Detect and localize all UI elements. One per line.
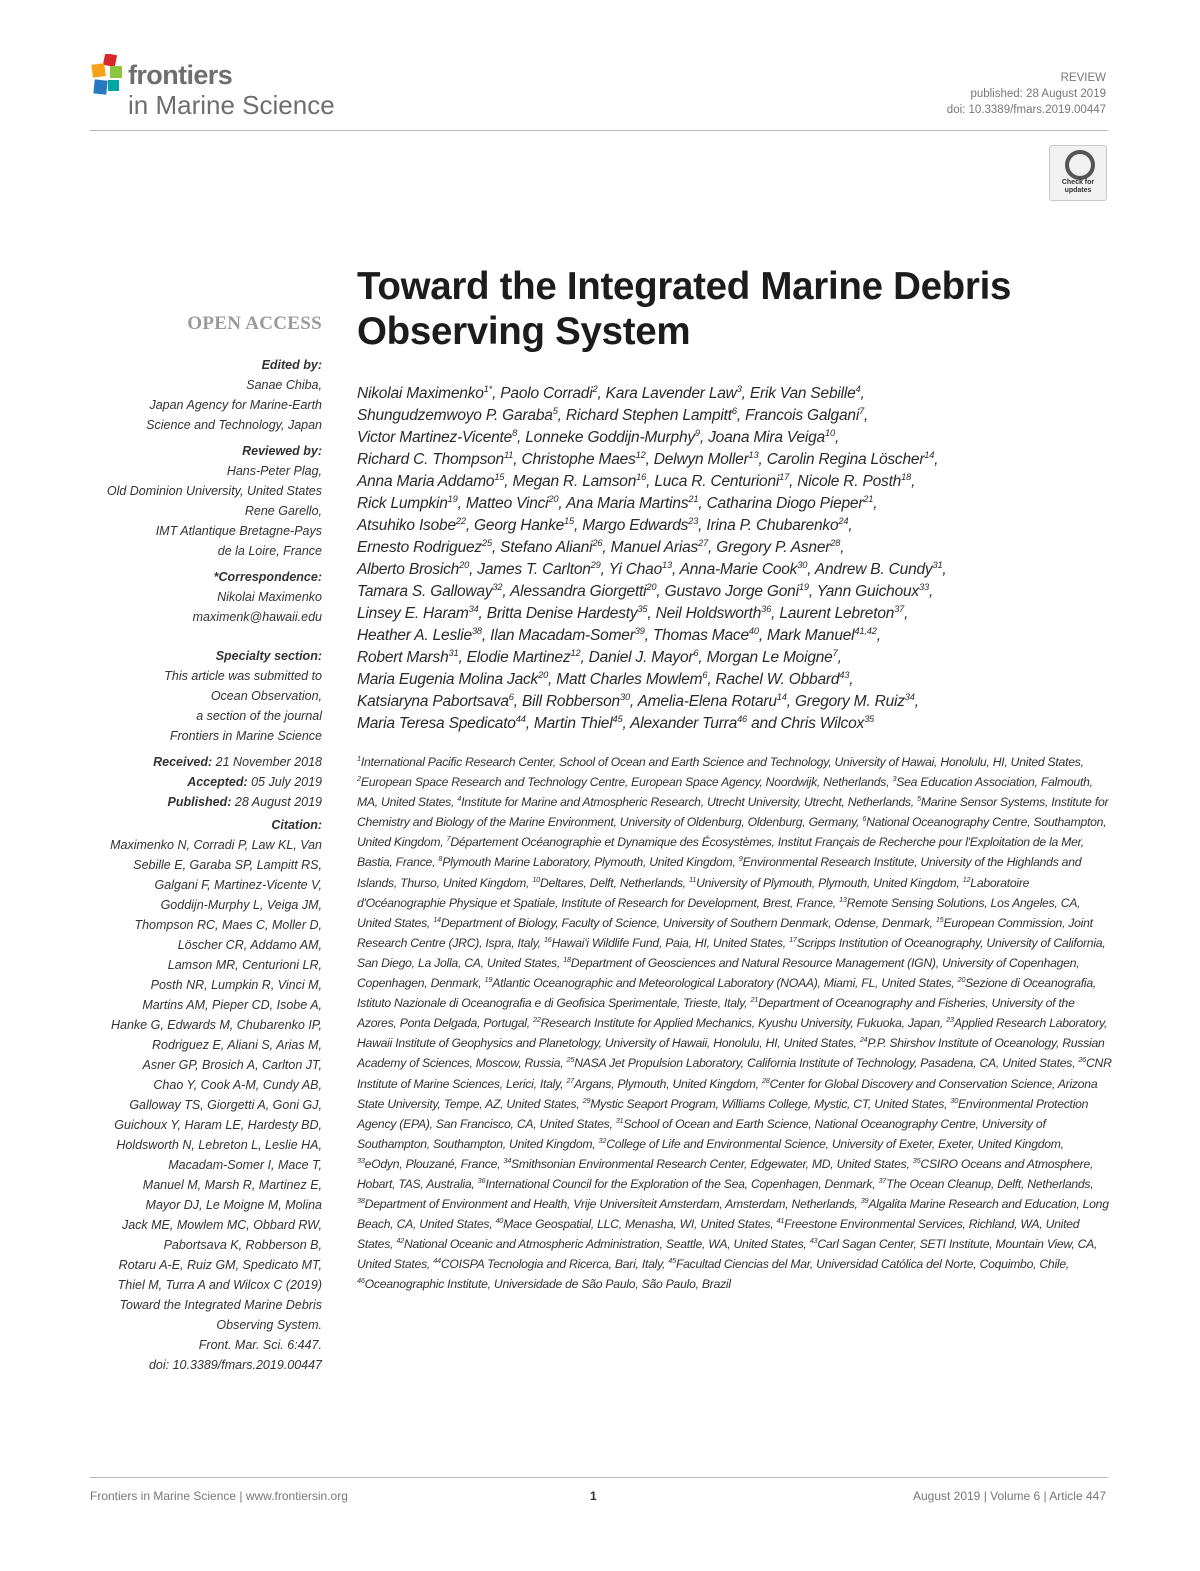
affiliation-number: 44 [433,1256,441,1266]
author-name[interactable]: Paolo Corradi [500,385,593,402]
affiliation-text: University of Plymouth, Plymouth, United Kingdom, [696,875,960,890]
affiliation-number: 42 [396,1236,404,1246]
author-name[interactable]: Anna-Marie Cook [679,561,798,578]
editor-name: Sanae Chiba, [246,378,322,392]
affiliation-number: 22 [533,1015,541,1025]
reviewer-affiliation: Old Dominion University, United States [106,484,322,498]
author-list: Nikolai Maximenko$^{1*}$, Paolo Corradi$^2$, Kara Lavender Law$^3$, Erik Van Sebille$^4$, Shungudzemwoyo P. Garaba$^5$, Richard Stephen Lampitt$^6$, Francois Galgani$^7$, Victor Martinez-Vicente$^8$, Lonneke Goddijn-Murphy$^9$, Joana Mira Veiga$^{10}$, Richard C. Thompson$^{11}$, Christophe Maes$^{12}$, Delwyn Moller$^{13}$, Carolin Regina Löscher$^{14}$, Anna Maria Addamo$^{15}$, Megan R. Lamson$^{16}$, Luca R. Centurioni$^{17}$, Nicole R. Posth$^{18}$, Rick Lumpkin$^{19}$, Matteo Vinci$^{20}$, Ana Maria Martins$^{21}$, Catharina Diogo Pieper$^{21}$, Atsuhiko Isobe$^{22}$, Georg Hanke$^{15}$, Margo Edwards$^{23}$, Irina P. Chubarenko$^{24}$, Ernesto Rodriguez$^{25}$, Stefano Aliani$^{26}$, Manuel Arias$^{27}$, Gregory P. Asner$^{28}$, Alberto Brosich$^{20}$, James T. Carlton$^{29}$, Yi Chao$^{13}$, Anna-Marie Cook$^{30}$, Andrew B. Cundy$^{31}$, Tamara S. Galloway$^{32}$, Alessandra Giorgetti$^{20}$, Gustavo Jorge Goni$^{19}$, Yann Guichoux$^{33}$, Linsey E. Haram$^{34}$, Britta Denise Hardesty$^{35}$, Neil Holdsworth$^{36}$, Laurent Lebreton$^{37}$, Heather A. Leslie$^{38}$, Ilan Macadam-Somer$^{39}$, Thomas Mace$^{40}$, Mark Manuel$^{41,42}$, Robert Marsh$^{31}$, Elodie Martinez$^{12}$, Daniel J. Mayor$^6$, Morgan Le Moigne$^7$, Maria Eugenia Molina Jack$^{20}$, Matt Charles Mowlem$^6$, Rachel W. Obbard$^{43}$, Katsiaryna Pabortsava$^6$, Bill Robberson$^{30}$, Amelia-Elena Rotaru$^{14}$, Gregory M. Ruiz$^{34}$, Maria Teresa Spedicato$^{44}$, Martin Thiel$^{45}$, Alexander Turra$^{46}$ and Chris Wilcox$^{35}$ [357,383,947,732]
affiliation-number: 34 [503,1155,512,1165]
affiliation-text: Facultad Ciencias del Mar, Universidad Católica del Norte, Coquimbo, Chile, [675,1257,1070,1272]
editor-affiliation: Japan Agency for Marine-Earth [149,398,322,412]
author-affiliation-marker: 14 [924,449,935,460]
author-name[interactable]: Maria Eugenia Molina Jack [357,671,539,688]
affiliation-number: 24 [859,1035,868,1045]
affiliation-text: Department of Geosciences and Natural Resource Management (IGN), University of Copenhagen, Copenhagen, Denmark, [357,955,1080,991]
affiliation-number: 13 [839,894,847,904]
citation-line: doi: 10.3389/fmars.2019.00447 [148,1358,322,1372]
author-name[interactable]: Katsiaryna Pabortsava [357,693,509,710]
edited-by-label: Edited by: [261,358,322,372]
author-affiliation-marker: 39 [634,625,645,636]
correspondence-label: *Correspondence: [213,570,322,584]
author-name[interactable]: Linsey E. Haram [357,605,469,622]
footer-journal-link[interactable]: Frontiers in Marine Science | www.frontiersin.org [90,1489,348,1503]
author-affiliation-marker: 24 [838,515,849,526]
reviewed-by-label: Reviewed by: [242,444,322,458]
author-name[interactable]: Gregory P. Asner [716,539,831,556]
author-affiliation-marker: 30 [619,691,630,702]
footer-divider [90,1477,1108,1478]
logo-journal-name: in Marine Science [128,90,335,120]
author-affiliation-marker: 18 [901,471,912,482]
author-affiliation-marker: 30 [797,559,808,570]
affiliation-text: P.P. Shirshov Institute of Oceanology, Russian Academy of Sciences, Moscow, Russia, [357,1036,1105,1071]
author-affiliation-marker: 32 [492,581,503,592]
affiliation-number: 1 [357,753,361,763]
author-name[interactable]: Matteo Vinci [465,495,549,512]
correspondence-email-link[interactable]: maximenk@hawaii.edu [192,610,322,624]
author-affiliation-marker: 34 [468,603,479,614]
affiliation-text: Marine Sensor Systems, Institute for Chemistry and Biology of the Marine Environment, University of Oldenburg, Oldenburg, Germany, [357,795,1109,830]
author-name[interactable]: Nikolai Maximenko [357,385,484,402]
author-name[interactable]: Manuel Arias [610,539,699,556]
citation-line: Thiel M, Turra A and Wilcox C (2019) [117,1278,322,1292]
affiliation-number: 16 [543,934,552,944]
author-affiliation-marker: 1* [483,383,493,394]
author-name[interactable]: Tamara S. Galloway [357,583,493,600]
citation-line: Rotaru A-E, Ruiz GM, Spedicato MT, [118,1258,322,1272]
author-name[interactable]: Yi Chao [608,561,663,578]
affiliation-text: Hawai'i Wildlife Fund, Paia, HI, United States, [551,935,786,950]
author-name[interactable]: Delwyn Moller [653,451,749,468]
author-name[interactable]: Britta Denise Hardesty [486,605,638,622]
specialty-line: This article was submitted to [164,669,322,683]
open-access-label: OPEN ACCESS [187,313,322,334]
author-affiliation-marker: 34 [904,691,915,702]
author-name[interactable]: Luca R. Centurioni [654,473,780,490]
author-name[interactable]: Neil Holdsworth [655,605,762,622]
published-date-sidebar: Published: 28 August 2019 [167,795,322,809]
affiliation-number: 35 [912,1155,921,1165]
article-doi[interactable]: doi: 10.3389/fmars.2019.00447 [946,104,1106,116]
author-name[interactable]: Erik Van Sebille [749,385,856,402]
affiliation-text: Argans, Plymouth, United Kingdom, [574,1076,759,1091]
affiliation-text: Environmental Protection Agency (EPA), San Francisco, CA, United States, [357,1096,1089,1131]
affiliation-text: Department of Biology, Faculty of Science, University of Southern Denmark, Odense, Denmark, [440,915,933,930]
author-name[interactable]: Maria Teresa Spedicato [357,715,516,732]
author-affiliation-marker: 4 [855,383,861,394]
specialty-line: Frontiers in Marine Science [169,729,322,743]
affiliation-text: Department of Oceanography and Fisheries, University of the Azores, Ponta Delgada, Portugal, [357,996,1075,1031]
affiliation-text: European Space Research and Technology Centre, European Space Agency, Noordwijk, Netherlands, [360,775,890,790]
author-name[interactable]: Elodie Martinez [466,649,571,666]
author-affiliation-marker: 6 [508,691,514,702]
logo-brand: frontiers [128,60,233,90]
author-name[interactable]: Alberto Brosich [357,561,460,578]
author-affiliation-marker: 5 [552,405,558,416]
affiliation-number: 36 [477,1175,486,1185]
affiliation-number: 4 [457,794,462,804]
author-affiliation-marker: 28 [830,537,841,548]
citation-line: Löscher CR, Addamo AM, [177,938,322,952]
author-name[interactable]: James T. Carlton [477,561,591,578]
author-name[interactable]: Richard C. Thompson [357,451,504,468]
author-affiliation-marker: 44 [515,713,526,724]
author-name[interactable]: Amelia-Elena Rotaru [637,693,777,710]
author-affiliation-marker: 11 [503,449,514,460]
author-name[interactable]: Stefano Aliani [500,539,593,556]
affiliation-text: Mystic Seaport Program, Williams College, Mystic, CT, United States, [590,1096,948,1111]
citation-line: Hanke G, Edwards M, Chubarenko IP, [111,1018,322,1032]
author-affiliation-marker: 13 [662,559,672,570]
author-affiliation-marker: 19 [798,581,809,592]
specialty-line: Ocean Observation, [210,689,322,703]
author-name[interactable]: Ernesto Rodriguez [357,539,482,556]
affiliation-number: 38 [357,1196,365,1205]
affiliation-number: 12 [962,874,971,884]
citation-line: Asner GP, Brosich A, Carlton JT, [142,1058,322,1072]
frontiers-logo-icon [90,54,130,98]
author-name[interactable]: Ilan Macadam-Somer [490,627,635,644]
affiliation-text: Center for Global Discovery and Conservation Science, Arizona State University, Tempe, AZ, United States, [357,1076,1098,1111]
author-name[interactable]: Gregory M. Ruiz [794,693,905,710]
author-name[interactable]: Andrew B. Cundy [814,561,933,578]
author-affiliation-marker: 2 [592,383,598,394]
author-name[interactable]: Shungudzemwoyo P. Garaba [357,407,553,424]
author-name[interactable]: Rick Lumpkin [357,495,448,512]
author-name[interactable]: Matt Charles Mowlem [556,671,703,688]
author-name[interactable]: Kara Lavender Law [605,385,737,402]
affiliation-number: 7 [446,834,451,844]
citation-line: Macadam-Somer I, Mace T, [168,1158,322,1172]
affiliation-list [357,752,1112,1295]
affiliation-number: 18 [563,954,571,964]
specialty-line: a section of the journal [196,709,322,723]
author-name[interactable]: Anna Maria Addamo [357,473,495,490]
author-affiliation-marker: 7 [859,405,865,416]
affiliation-text: Department of Environment and Health, Vrije Universiteit Amsterdam, Amsterdam, Netherlands, [364,1197,858,1212]
affiliation-text: Smithsonian Environmental Research Center, Edgewater, MD, United States, [511,1156,910,1171]
author-affiliation-marker: 6 [731,405,737,416]
citation-line: Thompson RC, Maes C, Moller D, [134,918,322,932]
affiliation-number: 26 [1078,1055,1086,1065]
received-date: Received: 21 November 2018 [153,755,322,769]
author-name[interactable]: Alessandra Giorgetti [509,583,647,600]
author-affiliation-marker: 20 [548,493,559,504]
author-affiliation-marker: 8 [512,427,518,438]
author-name[interactable]: Christophe Maes [521,451,636,468]
affiliation-text: Sea Education Association, Falmouth, MA, United States, [357,775,1093,810]
author-affiliation-marker: 37 [894,603,905,614]
author-name[interactable]: Francois Galgani [745,407,860,424]
author-affiliation-marker: 20 [538,669,549,680]
affiliation-number: 32 [598,1135,607,1145]
author-affiliation-marker: 38 [471,625,482,636]
citation-line: Martins AM, Pieper CD, Isobe A, [142,998,322,1012]
author-name[interactable]: Richard Stephen Lampitt [565,407,732,424]
affiliation-number: 31 [615,1115,624,1125]
author-affiliation-marker: 35 [637,603,648,614]
author-name[interactable]: Carolin Regina Löscher [766,451,925,468]
author-name[interactable]: Daniel J. Mayor [588,649,694,666]
affiliation-text: Atlantic Oceanographic and Meteorological Laboratory (NOAA), Miami, FL, United States, [492,976,955,991]
author-name[interactable]: Morgan Le Moigne [706,649,833,666]
page-number: 1 [590,1489,597,1503]
check-for-updates-button[interactable] [1049,145,1107,201]
crossmark-label: Check for updates [1061,179,1095,194]
affiliation-text: National Oceanography Centre, Southampton, United Kingdom, [357,815,1107,850]
affiliation-text: Carl Sagan Center, SETI Institute, Mountain View, CA, United States, [357,1237,1098,1272]
affiliation-text: Research Institute for Applied Mechanics, Kyushu University, Fukuoka, Japan, [540,1016,944,1031]
affiliation-text: European Commission, Joint Research Centre (JRC), Ispra, Italy, [357,915,1093,950]
affiliation-text: Environmental Research Institute, University of the Highlands and Islands, Thurso, United Kingdom, [357,855,1082,890]
author-name[interactable]: Margo Edwards [582,517,689,534]
author-name[interactable]: Mark Manuel [767,627,855,644]
author-name[interactable]: Irina P. Chubarenko [706,517,839,534]
citation-line: Front. Mar. Sci. 6:447. [198,1338,322,1352]
journal-logo[interactable] [90,50,360,125]
citation-text [84,835,322,1375]
author-affiliation-marker: 31 [932,559,943,570]
affiliation-number: 40 [495,1216,504,1226]
citation-line: Maximenko N, Corradi P, Law KL, Van [110,838,322,852]
citation-line: Guichoux Y, Haram LE, Hardesty BD, [114,1118,322,1132]
author-affiliation-marker: 3 [736,383,742,394]
correspondence-name: Nikolai Maximenko [217,590,322,604]
affiliation-number: 30 [950,1095,959,1105]
affiliation-text: NASA Jet Propulsion Laboratory, California Institute of Technology, Pasadena, CA, United States, [574,1056,1076,1071]
citation-line: Pabortsava K, Robberson B, [163,1238,322,1252]
affiliation-text: Deltares, Delft, Netherlands, [539,875,686,890]
affiliation-text: National Oceanic and Atmospheric Administration, Seattle, WA, United States, [403,1237,807,1252]
accepted-date: Accepted: 05 July 2019 [187,775,322,789]
author-affiliation-marker: 46 [737,713,748,724]
author-name[interactable]: Bill Robberson [521,693,620,710]
affiliation-number: 2 [357,774,361,784]
affiliation-number: 37 [878,1175,887,1185]
author-name[interactable]: Robert Marsh [357,649,449,666]
affiliation-number: 33 [357,1155,365,1165]
author-affiliation-marker: 6 [702,669,708,680]
author-name[interactable]: Georg Hanke [474,517,565,534]
author-affiliation-marker: 25 [481,537,492,548]
citation-line: Rodriguez E, Aliani S, Arias M, [152,1038,322,1052]
author-name[interactable]: Joana Mira Veiga [708,429,825,446]
author-affiliation-marker: 6 [693,647,699,658]
author-affiliation-marker: 29 [590,559,601,570]
affiliation-number: 23 [946,1015,954,1025]
citation-line: Goddijn-Murphy L, Veiga JM, [160,898,322,912]
affiliation-number: 17 [789,934,797,944]
reviewer-affiliation: IMT Atlantique Bretagne-Pays [155,524,322,538]
author-affiliation-marker: 7 [832,647,838,658]
author-affiliation-marker: 41,42 [854,625,877,636]
author-affiliation-marker: 43 [839,669,850,680]
author-affiliation-marker: 20 [646,581,657,592]
affiliation-number: 20 [957,974,966,984]
affiliation-number: 8 [438,854,443,864]
author-affiliation-marker: 22 [455,515,466,526]
author-affiliation-marker: 17 [779,471,790,482]
header-divider [90,130,1108,131]
affiliation-number: 19 [484,974,493,984]
citation-line: Posth NR, Lumpkin R, Vinci M, [150,978,322,992]
author-name[interactable]: Gustavo Jorge Goni [664,583,799,600]
author-affiliation-marker: 10 [824,427,835,438]
affiliation-text: Oceanographic Institute, Universidade de São Paulo, São Paulo, Brazil [364,1277,731,1292]
affiliation-text: Département Océanographie et Dynamique des Écosystèmes, Institut Français de Recherche pour l'Exploitation de la Mer, Bastia, France, [357,835,1084,870]
author-affiliation-marker: 13 [748,449,759,460]
author-affiliation-marker: 26 [592,537,603,548]
affiliation-number: 21 [750,995,759,1005]
author-affiliation-marker: 40 [748,625,759,636]
citation-line: Lamson MR, Centurioni LR, [167,958,322,972]
author-name[interactable]: Catharina Diogo Pieper [706,495,864,512]
citation-line: Galloway TS, Giorgetti A, Goni GJ, [129,1098,322,1112]
citation-line: Manuel M, Marsh R, Martinez E, [142,1178,322,1192]
author-name[interactable]: Lonneke Goddijn-Murphy [525,429,695,446]
author-name[interactable]: Atsuhiko Isobe [357,517,456,534]
author-name[interactable]: Thomas Mace [652,627,749,644]
citation-line: Holdsworth N, Lebreton L, Leslie HA, [116,1138,322,1152]
affiliation-text: College of Life and Environmental Science, University of Exeter, Exeter, United Kingdom, [606,1136,1064,1151]
affiliation-text: COISPA Tecnologia and Ricerca, Bari, Italy, [440,1257,666,1272]
author-name[interactable]: Laurent Lebreton [779,605,895,622]
affiliation-text: Algalita Marine Research and Education, Long Beach, CA, United States, [357,1197,1109,1232]
author-name[interactable]: Yann Guichoux [816,583,919,600]
affiliation-number: 6 [862,814,867,824]
affiliation-text: International Council for the Exploration of the Sea, Copenhagen, Denmark, [485,1176,876,1191]
affiliation-number: 5 [917,794,921,804]
authors-and-word: and [751,715,777,732]
author-affiliation-marker: 16 [636,471,647,482]
author-affiliation-marker: 35 [864,713,875,724]
affiliation-text: International Pacific Research Center, School of Ocean and Earth Science and Technology, University of Hawai, Honolulu, HI, United States, [360,755,1084,769]
affiliation-number: 11 [688,874,697,884]
affiliation-number: 25 [566,1055,575,1065]
author-affiliation-marker: 19 [447,493,458,504]
author-affiliation-marker: 21 [863,493,874,504]
affiliation-number: 41 [776,1216,785,1226]
citation-line: Sebille E, Garaba SP, Lampitt RS, [133,858,322,872]
affiliation-text: eOdyn, Plouzané, France, [364,1156,501,1171]
affiliation-text: Mace Geospatial, LLC, Menasha, WI, United States, [503,1217,774,1232]
article-type: REVIEW [1060,72,1106,84]
affiliation-text: CNR Institute of Marine Sciences, Lerici, Italy, [357,1056,1112,1091]
author-name[interactable]: Alexander Turra [630,715,738,732]
affiliation-number: 27 [566,1075,574,1085]
citation-line: Galgani F, Martinez-Vicente V, [154,878,322,892]
affiliation-number: 29 [582,1095,591,1105]
affiliation-text: CSIRO Oceans and Atmosphere, Hobart, TAS, Australia, [357,1156,1094,1191]
citation-line: Chao Y, Cook A-M, Cundy AB, [153,1078,322,1092]
affiliation-number: 46 [357,1276,365,1286]
affiliation-number: 43 [809,1236,818,1246]
author-affiliation-marker: 15 [564,515,574,526]
article-meta-header [947,70,1106,118]
affiliation-number: 14 [433,914,441,924]
author-affiliation-marker: 12 [635,449,646,460]
author-affiliation-marker: 33 [919,581,929,592]
affiliation-number: 10 [532,874,540,884]
affiliation-text: Plymouth Marine Laboratory, Plymouth, United Kingdom, [442,855,736,870]
affiliation-text: Applied Research Laboratory, Hawaii Institute of Geophysics and Planetology, University of Hawaii, Honolulu, HI, United States, [357,1016,1108,1051]
affiliation-text: Institute for Marine and Atmospheric Research, Utrecht University, Utrecht, Netherlands, [461,795,914,810]
article-sidebar [84,355,322,1375]
author-name[interactable]: Ana Maria Martins [566,495,689,512]
citation-line: Toward the Integrated Marine Debris [119,1298,322,1312]
author-name[interactable]: Nicole R. Posth [797,473,902,490]
affiliation-text: Laboratoire d'Océanographie Physique et Spatiale, Institute of Research for Development, Brest, France, [357,875,1030,910]
author-affiliation-marker: 23 [688,515,699,526]
affiliation-number: 3 [892,774,897,784]
affiliation-text: Freestone Environmental Services, Richland, WA, United States, [357,1217,1080,1252]
citation-label: Citation: [271,818,322,832]
affiliation-number: 28 [761,1075,770,1085]
affiliation-number: 39 [860,1196,869,1205]
reviewer-name: Hans-Peter Plag, [226,464,322,478]
reviewer-affiliation: de la Loire, France [217,544,322,558]
author-name[interactable]: Martin Thiel [533,715,613,732]
affiliation-text: Scripps Institution of Oceanography, University of California, San Diego, La Jolla, CA, United States, [357,935,1106,970]
author-affiliation-marker: 36 [761,603,772,614]
author-name[interactable]: Victor Martinez-Vicente [357,429,513,446]
crossmark-icon [1065,150,1095,180]
affiliation-text: School of Ocean and Earth Science, National Oceanography Centre, University of Southampton, Southampton, United Kingdom, [357,1116,1046,1151]
author-affiliation-marker: 31 [448,647,459,658]
affiliation-text: The Ocean Cleanup, Delft, Netherlands, [886,1176,1094,1191]
author-name[interactable]: Rachel W. Obbard [715,671,840,688]
footer-issue-info: August 2019 | Volume 6 | Article 447 [912,1489,1106,1503]
affiliation-number: 45 [668,1256,676,1266]
reviewer-name: Rene Garello, [244,504,322,518]
author-name[interactable]: Heather A. Leslie [357,627,472,644]
author-affiliation-marker: 21 [688,493,699,504]
published-date: published: 28 August 2019 [970,88,1106,100]
author-name[interactable]: Megan R. Lamson [512,473,637,490]
author-affiliation-marker: 45 [612,713,623,724]
author-affiliation-marker: 14 [776,691,787,702]
article-title: Toward the Integrated Marine Debris Observing System [357,265,1012,353]
affiliation-number: 9 [738,854,743,864]
affiliation-number: 15 [935,914,944,924]
author-affiliation-marker: 15 [494,471,505,482]
author-name[interactable]: Chris Wilcox [780,715,865,732]
affiliation-text: Remote Sensing Solutions, Los Angeles, CA, United States, [357,895,1081,930]
citation-line: Observing System. [216,1318,322,1332]
author-affiliation-marker: 20 [459,559,470,570]
author-affiliation-marker: 9 [694,427,700,438]
citation-line: Jack ME, Mowlem MC, Obbard RW, [121,1218,322,1232]
affiliation-text: Sezione di Oceanografia, Istituto Nazionale di Oceanografia e di Geofisica Sperimentale, Trieste, Italy, [357,976,1097,1011]
citation-line: Mayor DJ, Le Moigne M, Molina [145,1198,322,1212]
specialty-section-label: Specialty section: [215,649,322,663]
author-affiliation-marker: 12 [570,647,581,658]
editor-affiliation: Science and Technology, Japan [146,418,322,432]
author-affiliation-marker: 27 [698,537,709,548]
